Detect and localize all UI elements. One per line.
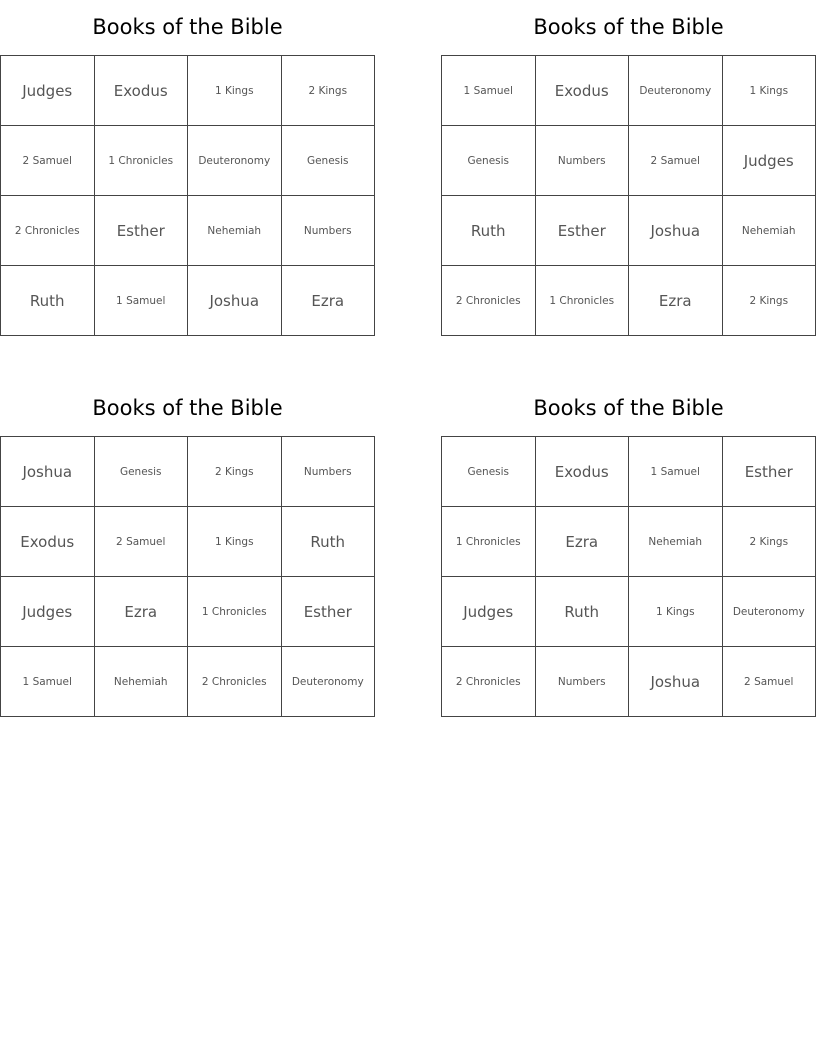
grid-cell: Esther (95, 196, 189, 266)
grid-cell: 2 Kings (282, 56, 376, 126)
grid-cell: Ruth (442, 196, 536, 266)
grid-cell: Exodus (1, 507, 95, 577)
grid-cell: Ruth (536, 577, 630, 647)
grid-cell: Joshua (629, 196, 723, 266)
grid-cell: 2 Chronicles (442, 647, 536, 717)
grid-cell: 1 Chronicles (188, 577, 282, 647)
grid-cell: Deuteronomy (282, 647, 376, 717)
grid-cell: 2 Kings (723, 266, 816, 336)
card-title: Books of the Bible (533, 396, 724, 420)
card-title: Books of the Bible (92, 396, 283, 420)
grid-cell: 1 Samuel (1, 647, 95, 717)
grid-cell: 1 Chronicles (95, 126, 189, 196)
bingo-grid (441, 55, 816, 336)
grid-cell: 2 Chronicles (1, 196, 95, 266)
bingo-card-1 (0, 0, 375, 336)
bingo-card-2 (441, 0, 816, 336)
grid-cell: Nehemiah (629, 507, 723, 577)
grid-cell: Genesis (95, 437, 189, 507)
grid-cell: Ezra (95, 577, 189, 647)
grid-cell: Ezra (536, 507, 630, 577)
grid-cell: 1 Kings (723, 56, 816, 126)
grid-cell: 2 Kings (723, 507, 816, 577)
grid-cell: Esther (723, 437, 816, 507)
grid-cell: Exodus (95, 56, 189, 126)
grid-cell: Judges (723, 126, 816, 196)
bingo-card-4 (441, 381, 816, 717)
grid-cell: Numbers (536, 647, 630, 717)
grid-cell: Genesis (282, 126, 376, 196)
grid-cell: 1 Kings (629, 577, 723, 647)
grid-cell: Exodus (536, 437, 630, 507)
grid-cell: 2 Samuel (629, 126, 723, 196)
grid-cell: Judges (1, 56, 95, 126)
grid-cell: Ruth (1, 266, 95, 336)
grid-cell: Joshua (629, 647, 723, 717)
grid-cell: Esther (536, 196, 630, 266)
grid-cell: 1 Kings (188, 507, 282, 577)
grid-cell: Ezra (282, 266, 376, 336)
grid-cell: 2 Kings (188, 437, 282, 507)
grid-cell: Nehemiah (188, 196, 282, 266)
grid-cell: Exodus (536, 56, 630, 126)
grid-cell: 2 Samuel (723, 647, 816, 717)
grid-cell: Numbers (282, 437, 376, 507)
grid-cell: 2 Samuel (1, 126, 95, 196)
grid-cell: 1 Kings (188, 56, 282, 126)
grid-cell: Deuteronomy (629, 56, 723, 126)
grid-cell: 1 Samuel (629, 437, 723, 507)
grid-cell: Nehemiah (95, 647, 189, 717)
grid-cell: Joshua (1, 437, 95, 507)
grid-cell: Ezra (629, 266, 723, 336)
card-title: Books of the Bible (533, 15, 724, 39)
grid-cell: Numbers (282, 196, 376, 266)
bingo-card-3 (0, 381, 375, 717)
grid-cell: Judges (442, 577, 536, 647)
grid-cell: 1 Samuel (95, 266, 189, 336)
grid-cell: Deuteronomy (723, 577, 816, 647)
grid-cell: Judges (1, 577, 95, 647)
grid-cell: 1 Samuel (442, 56, 536, 126)
grid-cell: Joshua (188, 266, 282, 336)
grid-cell: Esther (282, 577, 376, 647)
grid-cell: 2 Chronicles (188, 647, 282, 717)
grid-cell: Deuteronomy (188, 126, 282, 196)
grid-cell: 1 Chronicles (536, 266, 630, 336)
bingo-grid (441, 436, 816, 717)
grid-cell: Genesis (442, 437, 536, 507)
bingo-grid (0, 436, 375, 717)
grid-cell: 1 Chronicles (442, 507, 536, 577)
card-title: Books of the Bible (92, 15, 283, 39)
grid-cell: Ruth (282, 507, 376, 577)
bingo-grid (0, 55, 375, 336)
grid-cell: 2 Samuel (95, 507, 189, 577)
grid-cell: Genesis (442, 126, 536, 196)
grid-cell: 2 Chronicles (442, 266, 536, 336)
grid-cell: Numbers (536, 126, 630, 196)
grid-cell: Nehemiah (723, 196, 816, 266)
